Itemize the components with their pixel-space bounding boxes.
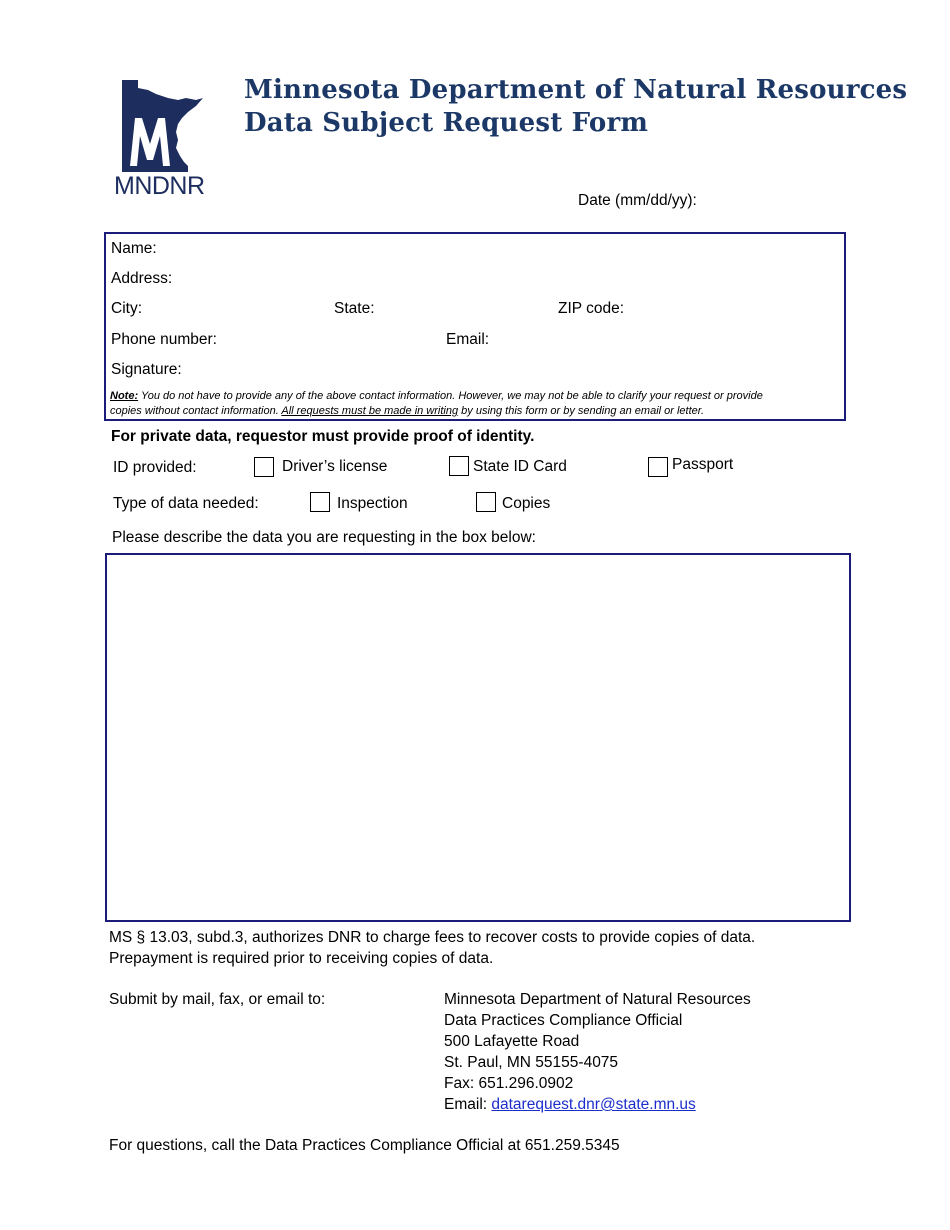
state-field[interactable] [380,297,550,321]
signature-field[interactable] [186,358,840,382]
submit-address-line1: Minnesota Department of Natural Resources [444,991,751,1008]
zip-field[interactable] [625,297,840,321]
email-field[interactable] [492,328,840,352]
name-field[interactable] [160,237,840,261]
note-text-1: You do not have to provide any of the above contact information. However, we may not be able to clarify your request or provide [138,390,763,402]
drivers-license-label: Driver’s license [282,458,388,475]
date-field[interactable] [706,188,846,212]
inspection-checkbox[interactable] [310,492,330,512]
state-id-card-checkbox[interactable] [449,456,469,476]
contact-note-line1 [110,389,763,403]
phone-label: Phone number: [111,331,217,348]
fees-line1: MS § 13.03, subd.3, authorizes DNR to charge fees to recover costs to provide copies of data. [109,929,756,946]
fees-line2: Prepayment is required prior to receiving copies of data. [109,950,494,967]
questions-footer: For questions, call the Data Practices Compliance Official at 651.259.5345 [109,1137,620,1154]
email-label: Email: [446,331,490,348]
data-description-textarea[interactable] [105,553,851,922]
data-type-label: Type of data needed: [113,495,259,512]
submit-address-line4: St. Paul, MN 55155-4075 [444,1054,619,1071]
state-label: State: [334,300,375,317]
copies-label: Copies [502,495,551,512]
description-prompt: Please describe the data you are requesting in the box below: [112,529,536,546]
submit-address-line2: Data Practices Compliance Official [444,1012,683,1029]
name-label: Name: [111,240,157,257]
submit-address-line3: 500 Lafayette Road [444,1033,580,1050]
identity-heading: For private data, requestor must provide proof of identity. [111,428,535,445]
zip-label: ZIP code: [558,300,625,317]
passport-label: Passport [672,456,734,473]
email-link[interactable]: datarequest.dnr@state.mn.us [491,1096,696,1113]
logo-wordmark: MNDNR [114,172,205,200]
page-title-line2: Data Subject Request Form [244,108,649,138]
note-label: Note: [110,390,139,402]
state-id-card-label: State ID Card [473,458,567,475]
note-text-2-underlined: All requests must be made in writing [281,405,459,417]
city-field[interactable] [146,297,326,321]
submit-label: Submit by mail, fax, or email to: [109,991,326,1008]
id-provided-label: ID provided: [113,459,197,476]
submit-fax: Fax: 651.296.0902 [444,1075,574,1092]
note-text-2b: by using this form or by sending an email or letter. [458,405,705,417]
note-text-2a: copies without contact information. [110,405,282,417]
inspection-label: Inspection [337,495,408,512]
contact-note-line2 [110,404,704,418]
city-label: City: [111,300,142,317]
submit-email-line [444,1095,696,1115]
phone-field[interactable] [222,328,437,352]
drivers-license-checkbox[interactable] [254,457,274,477]
email-prefix: Email: [444,1096,492,1113]
signature-label: Signature: [111,361,182,378]
passport-checkbox[interactable] [648,457,668,477]
copies-checkbox[interactable] [476,492,496,512]
address-label: Address: [111,270,173,287]
date-label: Date (mm/dd/yy): [578,192,697,209]
page-title-line1: Minnesota Department of Natural Resources [244,75,908,105]
address-field[interactable] [175,267,840,291]
